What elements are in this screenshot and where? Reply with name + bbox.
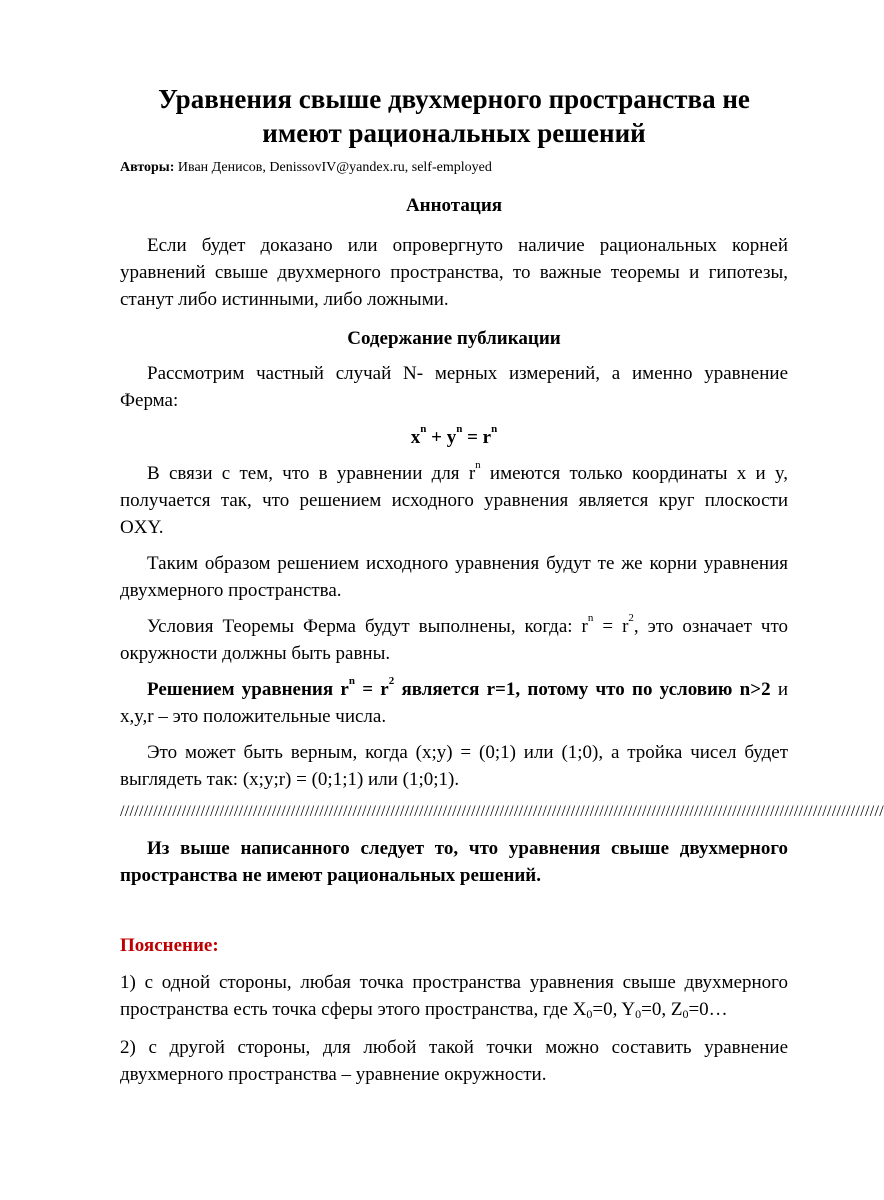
document-page [120, 0, 884, 1088]
formula-exp: n [491, 423, 498, 435]
formula-x: x [410, 427, 421, 448]
abstract-heading: Аннотация [405, 195, 503, 216]
formula-y: + y [426, 427, 457, 448]
paragraph-5: Решением уравнения $r^n = r^2$ является r=1, потому что по условию n>2 и x,y,r – это положительные числа. [120, 675, 788, 727]
formula-r: = r [462, 427, 492, 448]
explanation-1: 1) с одной стороны, любая точка пространства уравнения свыше двухмерного пространства есть точка сферы этого пространства, где $X_0=0$, $Y_0=0$, $Z_0=0\dots$ [120, 972, 788, 1021]
paragraph-1: Рассмотрим частный случай N- мерных измерений, а именно уравнение Ферма: [120, 363, 788, 411]
explanation-2: 2) с другой стороны, для любой такой точки можно составить уравнение двухмерного пространства – уравнение окружности. [120, 1037, 788, 1085]
formula-exp: n [420, 423, 427, 435]
abstract-text: Если будет доказано или опровергнуто наличие рациональных корней уравнений свыше двухмерного пространства, то важные теоремы и гипотезы, станут либо истинными, либо ложными. [120, 235, 788, 310]
paragraph-2: В связи с тем, что в уравнении для $r^n$ имеются только координаты x и y, получается так, что решением исходного уравнения является круг плоскости OXY. [120, 459, 788, 538]
paragraph-3: Таким образом решением исходного уравнения будут те же корни уравнения двухмерного пространства. [120, 553, 788, 601]
conclusion: Из выше написанного следует то, что уравнения свыше двухмерного пространства не имеют рациональных решений. [120, 838, 788, 886]
paragraph-4: Условия Теоремы Ферма будут выполнены, когда: $r^n = r^2$, это означает что окружности должны быть равны. [120, 612, 789, 664]
separator-slashes: ///////////////////////////////////////////////////////////////////////////////////////////////////////////////////////////////////////////////////////////////// [120, 803, 884, 820]
paragraph-6: Это может быть верным, когда (x;y) = (0;1) или (1;0), а тройка чисел будет выглядеть так: (x;y;r) = (0;1;1) или (1;0;1). [120, 742, 788, 790]
formula-exp: n [456, 423, 463, 435]
content-heading: Содержание публикации [347, 328, 561, 349]
authors-line [120, 160, 788, 176]
authors-label: Авторы: [120, 160, 175, 175]
explanation-heading: Пояснение: [120, 935, 219, 956]
authors-text: Иван Денисов, DenissovIV@yandex.ru, self-employed [174, 160, 492, 175]
document-title: Уравнения свыше двухмерного пространства не имеют рациональных решений [158, 84, 750, 148]
fermat-formula [120, 424, 788, 451]
